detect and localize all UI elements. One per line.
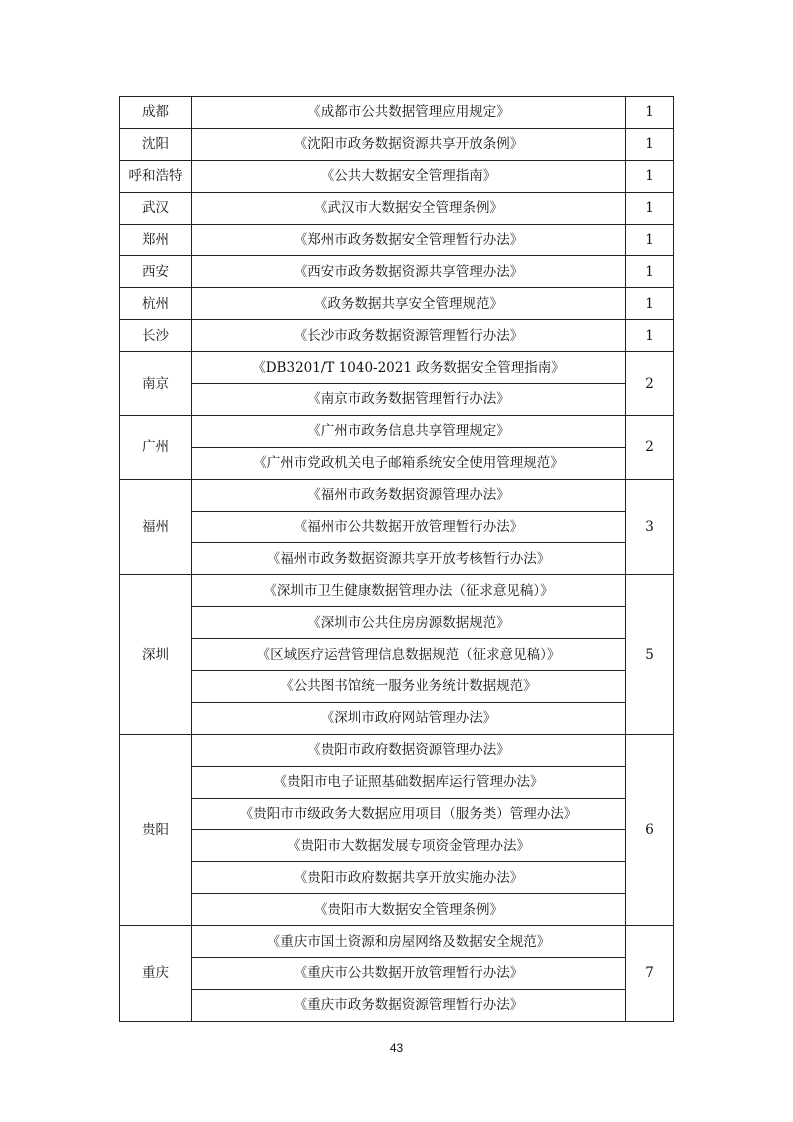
table-row	[120, 384, 674, 416]
city-cell: 贵阳	[120, 734, 192, 925]
table-row	[120, 128, 674, 160]
document-title-cell: 《深圳市政府网站管理办法》	[192, 702, 626, 734]
table-row	[120, 447, 674, 479]
document-title-cell: 《武汉市大数据安全管理条例》	[192, 192, 626, 224]
document-title-cell: 《公共大数据安全管理指南》	[192, 160, 626, 192]
document-title-cell: 《成都市公共数据管理应用规定》	[192, 97, 626, 129]
table-row	[120, 543, 674, 575]
regulations-table	[119, 96, 674, 1022]
city-cell: 福州	[120, 479, 192, 575]
count-cell: 5	[626, 575, 674, 734]
count-cell: 1	[626, 97, 674, 129]
document-title-cell: 《福州市政务数据资源共享开放考核暂行办法》	[192, 543, 626, 575]
document-title-cell: 《区域医疗运营管理信息数据规范（征求意见稿）》	[192, 639, 626, 671]
table-row	[120, 511, 674, 543]
table-row	[120, 989, 674, 1021]
page-number: 43	[389, 1041, 404, 1055]
table-row	[120, 734, 674, 766]
document-title-cell: 《贵阳市大数据安全管理条例》	[192, 894, 626, 926]
city-cell: 成都	[120, 97, 192, 129]
count-cell: 1	[626, 128, 674, 160]
city-cell: 重庆	[120, 926, 192, 1022]
count-cell: 6	[626, 734, 674, 925]
city-cell: 长沙	[120, 320, 192, 352]
document-title-cell: 《政务数据共享安全管理规范》	[192, 288, 626, 320]
document-title-cell: 《深圳市公共住房房源数据规范》	[192, 607, 626, 639]
table-row	[120, 798, 674, 830]
table-row	[120, 830, 674, 862]
document-title-cell: 《西安市政务数据资源共享管理办法》	[192, 256, 626, 288]
city-cell: 郑州	[120, 224, 192, 256]
document-title-cell: 《DB3201/T 1040-2021 政务数据安全管理指南》	[192, 352, 626, 384]
city-cell: 广州	[120, 415, 192, 479]
city-cell: 沈阳	[120, 128, 192, 160]
document-title-cell: 《贵阳市政府数据共享开放实施办法》	[192, 862, 626, 894]
table-row	[120, 192, 674, 224]
city-cell: 西安	[120, 256, 192, 288]
document-title-cell: 《郑州市政务数据安全管理暂行办法》	[192, 224, 626, 256]
count-cell: 2	[626, 352, 674, 416]
count-cell: 1	[626, 288, 674, 320]
table-row	[120, 607, 674, 639]
table-row	[120, 352, 674, 384]
document-title-cell: 《广州市政务信息共享管理规定》	[192, 415, 626, 447]
city-cell: 呼和浩特	[120, 160, 192, 192]
city-cell: 深圳	[120, 575, 192, 734]
document-title-cell: 《福州市政务数据资源管理办法》	[192, 479, 626, 511]
document-title-cell: 《贵阳市大数据发展专项资金管理办法》	[192, 830, 626, 862]
document-title-cell: 《重庆市政务数据资源管理暂行办法》	[192, 989, 626, 1021]
table-row	[120, 479, 674, 511]
document-title-cell: 《重庆市国土资源和房屋网络及数据安全规范》	[192, 926, 626, 958]
table-row	[120, 224, 674, 256]
city-cell: 武汉	[120, 192, 192, 224]
table-row	[120, 256, 674, 288]
count-cell: 1	[626, 224, 674, 256]
table-row	[120, 575, 674, 607]
count-cell: 7	[626, 926, 674, 1022]
document-title-cell: 《贵阳市政府数据资源管理办法》	[192, 734, 626, 766]
count-cell: 1	[626, 256, 674, 288]
document-title-cell: 《广州市党政机关电子邮箱系统安全使用管理规范》	[192, 447, 626, 479]
count-cell: 1	[626, 192, 674, 224]
document-title-cell: 《深圳市卫生健康数据管理办法（征求意见稿）》	[192, 575, 626, 607]
document-title-cell: 《公共图书馆统一服务业务统计数据规范》	[192, 671, 626, 703]
table-row	[120, 766, 674, 798]
table-row	[120, 160, 674, 192]
city-cell: 杭州	[120, 288, 192, 320]
table-row	[120, 958, 674, 990]
count-cell: 1	[626, 160, 674, 192]
document-title-cell: 《重庆市公共数据开放管理暂行办法》	[192, 958, 626, 990]
table-row	[120, 926, 674, 958]
document-title-cell: 《贵阳市电子证照基础数据库运行管理办法》	[192, 766, 626, 798]
table-row	[120, 671, 674, 703]
document-title-cell: 《长沙市政务数据资源管理暂行办法》	[192, 320, 626, 352]
count-cell: 3	[626, 479, 674, 575]
table-row	[120, 415, 674, 447]
table-row	[120, 288, 674, 320]
table-row	[120, 320, 674, 352]
document-title-cell: 《沈阳市政务数据资源共享开放条例》	[192, 128, 626, 160]
count-cell: 1	[626, 320, 674, 352]
table-row	[120, 862, 674, 894]
table-row	[120, 639, 674, 671]
table-row	[120, 894, 674, 926]
document-title-cell: 《贵阳市市级政务大数据应用项目（服务类）管理办法》	[192, 798, 626, 830]
document-title-cell: 《福州市公共数据开放管理暂行办法》	[192, 511, 626, 543]
document-title-cell: 《南京市政务数据管理暂行办法》	[192, 384, 626, 416]
table-row	[120, 702, 674, 734]
table-row	[120, 97, 674, 129]
city-cell: 南京	[120, 352, 192, 416]
count-cell: 2	[626, 415, 674, 479]
